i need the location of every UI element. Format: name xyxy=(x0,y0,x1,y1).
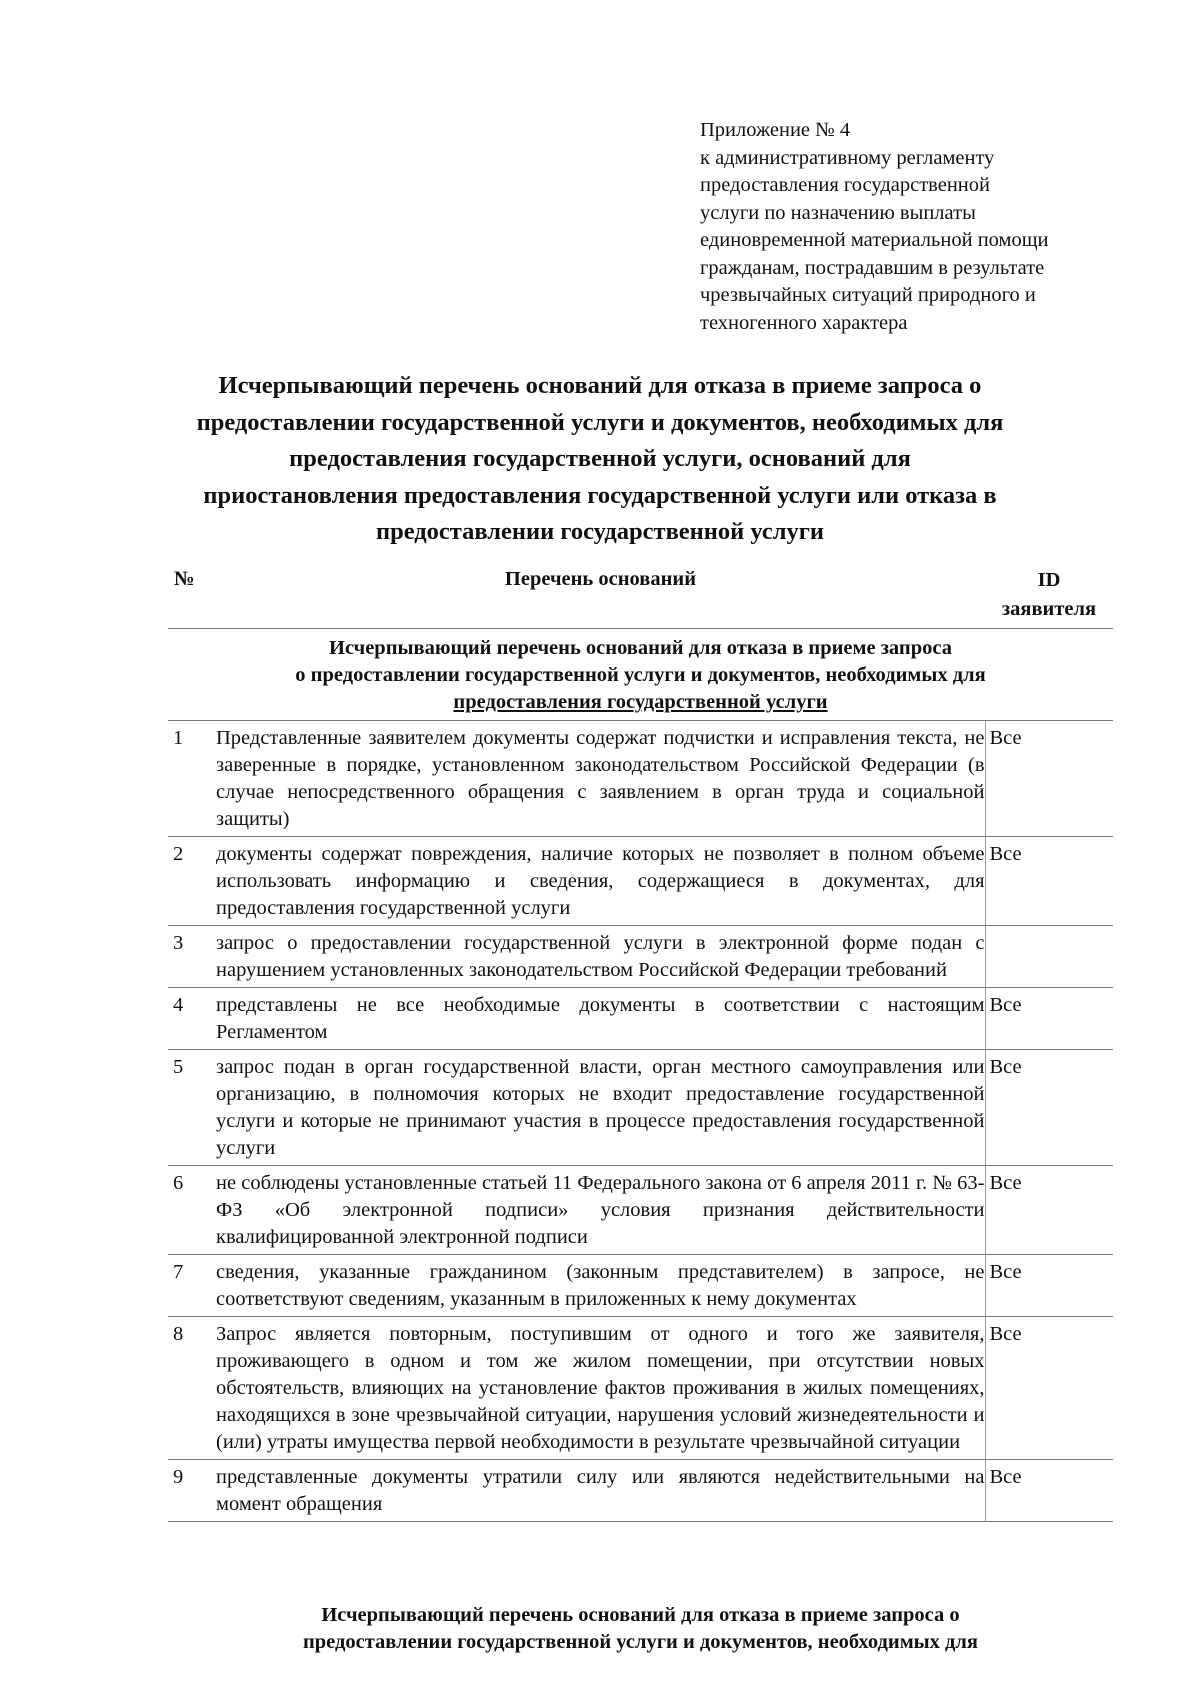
title-line: предоставления государственной услуги, оснований для xyxy=(289,445,911,472)
header-number: № xyxy=(168,558,216,629)
appendix-line: единовременной материальной помощи xyxy=(700,229,1049,251)
row-number: 4 xyxy=(168,988,216,1050)
title-line: Исчерпывающий перечень оснований для отказа в приеме запроса о xyxy=(218,372,982,399)
section-heading-row xyxy=(168,629,1113,721)
table-header-row xyxy=(168,558,1113,629)
title-line: приостановления предоставления государственной услуги или отказа в xyxy=(203,481,997,509)
next-section-line: предоставлении государственной услуги и документов, необходимых для xyxy=(302,1631,979,1653)
table-row xyxy=(168,837,1113,926)
table-row xyxy=(168,1255,1113,1317)
grounds-table xyxy=(168,558,1113,1522)
table-row xyxy=(168,1050,1113,1166)
row-applicant-id: Все xyxy=(985,988,1113,1050)
row-text: Представленные заявителем документы содержат подчистки и исправления текста, не заверенные в порядке, установленном законодательством Российской Федерации (в случае непосредственного обращения с заявлением в орган труда и социальной защиты) xyxy=(216,721,985,837)
appendix-line: услуги по назначению выплаты xyxy=(700,201,976,224)
row-text: запрос о предоставлении государственной услуги в электронной форме подан с нарушением установленных законодательством Российской Федерации требований xyxy=(216,926,985,988)
row-number: 1 xyxy=(168,721,216,837)
table-row xyxy=(168,1166,1113,1255)
row-text: представлены не все необходимые документы в соответствии с настоящим Регламентом xyxy=(216,988,985,1050)
section-line: о предоставлении государственной услуги и документов, необходимых для xyxy=(295,664,986,686)
row-number: 8 xyxy=(168,1317,216,1460)
row-applicant-id: Все xyxy=(985,1460,1113,1522)
title-line: предоставлении государственной услуги и документов, необходимых для xyxy=(196,408,1004,436)
row-applicant-id: Все xyxy=(985,1255,1113,1317)
section-heading xyxy=(168,629,1113,721)
row-number: 2 xyxy=(168,837,216,926)
table-row xyxy=(168,721,1113,837)
next-section-heading xyxy=(168,1602,1113,1656)
row-applicant-id: Все xyxy=(985,837,1113,926)
next-section-line: Исчерпывающий перечень оснований для отказа в приеме запроса о xyxy=(321,1604,960,1626)
appendix-line: к административному регламенту xyxy=(700,146,995,169)
row-text: Запрос является повторным, поступившим от одного и того же заявителя, проживающего в одном и том же жилом помещении, при отсутствии новых обстоятельств, влияющих на установление фактов проживания в жилых помещениях, находящихся в зоне чрезвычайной ситуации, нарушения условий жизнедеятельности и (или) утраты имущества первой необходимости в результате чрезвычайной ситуации xyxy=(216,1317,985,1460)
header-grounds-list: Перечень оснований xyxy=(216,558,985,629)
document-title xyxy=(150,368,1050,551)
table-row xyxy=(168,1460,1113,1522)
row-applicant-id: Все xyxy=(985,1166,1113,1255)
header-applicant-id xyxy=(985,558,1113,629)
appendix-line: чрезвычайных ситуаций природного и xyxy=(700,284,1036,306)
row-applicant-id: Все xyxy=(985,1317,1113,1460)
row-applicant-id: Все xyxy=(985,721,1113,837)
row-number: 7 xyxy=(168,1255,216,1317)
title-line: предоставлении государственной услуги xyxy=(375,518,825,545)
appendix-note xyxy=(700,117,1120,337)
row-applicant-id: Все xyxy=(985,1050,1113,1166)
row-applicant-id xyxy=(985,926,1113,988)
header-id-line2: заявителя xyxy=(1001,598,1097,620)
row-text: не соблюдены установленные статьей 11 Федерального закона от 6 апреля 2011 г. № 63-ФЗ «Об электронной подписи» условия признания действительности квалифицированной электронной подписи xyxy=(216,1166,985,1255)
row-number: 5 xyxy=(168,1050,216,1166)
table-row xyxy=(168,1317,1113,1460)
section-line: предоставления государственной услуги xyxy=(453,691,828,713)
row-number: 9 xyxy=(168,1460,216,1522)
section-line: Исчерпывающий перечень оснований для отказа в приеме запроса xyxy=(329,637,952,659)
row-text: документы содержат повреждения, наличие которых не позволяет в полном объеме использовать информацию и сведения, содержащиеся в документах, для предоставления государственной услуги xyxy=(216,837,985,926)
table-row xyxy=(168,926,1113,988)
row-number: 6 xyxy=(168,1166,216,1255)
row-text: сведения, указанные гражданином (законным представителем) в запросе, не соответствуют сведениям, указанным в приложенных к нему документах xyxy=(216,1255,985,1317)
appendix-line: гражданам, пострадавшим в результате xyxy=(700,256,1045,279)
header-id-line1: ID xyxy=(1037,569,1061,591)
appendix-line: техногенного характера xyxy=(700,311,908,334)
row-text: представленные документы утратили силу или являются недействительными на момент обращения xyxy=(216,1460,985,1522)
row-text: запрос подан в орган государственной власти, орган местного самоуправления или организацию, в полномочия которых не входит предоставление государственной услуги и которые не принимают участия в процессе предоставления государственной услуги xyxy=(216,1050,985,1166)
table-row xyxy=(168,988,1113,1050)
appendix-line: предоставления государственной xyxy=(700,174,990,196)
row-number: 3 xyxy=(168,926,216,988)
appendix-line: Приложение № 4 xyxy=(700,119,851,141)
